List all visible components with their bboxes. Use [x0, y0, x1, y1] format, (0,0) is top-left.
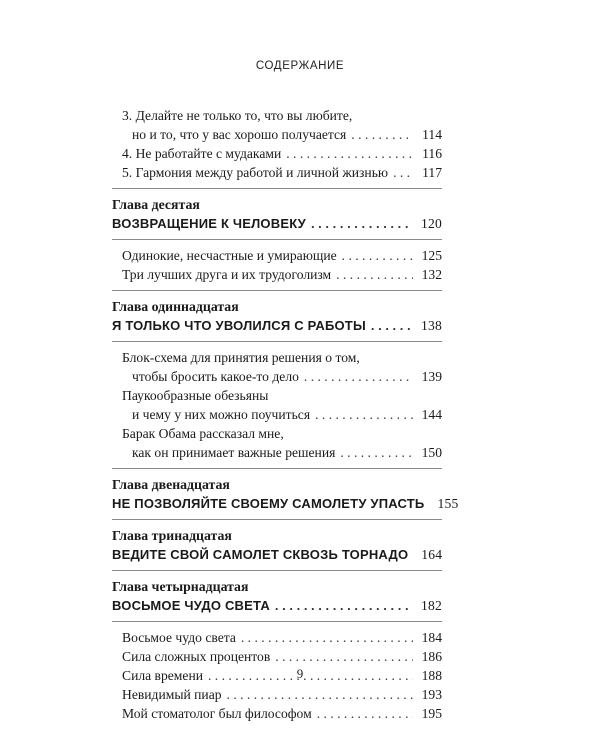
leader-dots — [311, 214, 413, 233]
leader-dots — [304, 367, 413, 386]
chapter-label: Глава двенадцатая — [112, 477, 230, 492]
leader-dots — [227, 685, 413, 704]
toc-entry-text: Невидимый пиар — [122, 687, 222, 702]
intro-section — [112, 106, 442, 182]
chapter-title-entry[interactable] — [112, 596, 442, 615]
toc-entry-text: чтобы бросить какое-то дело — [132, 369, 299, 384]
toc-page-number: 144 — [421, 407, 442, 422]
leader-dots — [342, 246, 413, 265]
toc-entry[interactable] — [112, 246, 442, 265]
chapter-thirteen — [112, 526, 442, 564]
toc-entry-text: Мой стоматолог был философом — [122, 706, 312, 721]
toc-page-number: 164 — [421, 547, 443, 562]
section-divider — [112, 188, 442, 189]
toc-page-number: 139 — [421, 369, 442, 384]
leader-dots — [393, 163, 413, 182]
toc-entry[interactable] — [112, 106, 442, 144]
chapter-title-entry[interactable] — [112, 316, 442, 335]
toc-entry[interactable] — [112, 647, 442, 666]
toc-entry-text: Восьмое чудо света — [122, 630, 236, 645]
section-divider — [112, 239, 442, 240]
toc-page-number: 184 — [421, 630, 442, 645]
leader-dots — [340, 443, 413, 462]
toc-page-number: 155 — [437, 496, 459, 511]
section-divider — [112, 519, 442, 520]
chapter-label: Глава тринадцатая — [112, 528, 232, 543]
toc-entry-text: 5. Гармония между работой и личной жизнью — [122, 165, 389, 180]
toc-page-number: 150 — [421, 445, 442, 460]
toc-entry[interactable] — [112, 163, 442, 182]
toc-page-number: 193 — [421, 687, 442, 702]
toc-entry-text: Сила времени — [122, 668, 203, 683]
toc-entry[interactable] — [112, 685, 442, 704]
chapter-title: ВОСЬМОЕ ЧУДО СВЕТА — [112, 598, 270, 613]
toc-entry-text: Паукообразные обезьяны — [122, 388, 269, 403]
toc-entry-text: Барак Обама рассказал мне, — [122, 426, 284, 441]
toc-entry-text: но и то, что у вас хорошо получается — [132, 127, 347, 142]
toc-page-number: 195 — [421, 706, 442, 721]
toc-entry[interactable] — [112, 348, 442, 386]
chapter-fourteen — [112, 577, 442, 723]
leader-dots — [371, 316, 413, 335]
toc-entry-text: Одинокие, несчастные и умирающие — [122, 248, 337, 263]
section-divider — [112, 341, 442, 342]
toc-page-number: 125 — [421, 248, 442, 263]
page-number: 9 — [296, 666, 304, 681]
page-title: СОДЕРЖАНИЕ — [255, 60, 345, 72]
toc-page-number: 182 — [421, 598, 442, 613]
toc-page-number: 114 — [422, 127, 442, 142]
chapter-twelve — [112, 475, 459, 513]
toc-entry-text: и чему у них можно поучиться — [132, 407, 311, 422]
chapter-title: Я ТОЛЬКО ЧТО УВОЛИЛСЯ С РАБОТЫ — [112, 318, 366, 333]
chapter-title-entry[interactable] — [112, 545, 442, 564]
chapter-title: ВОЗВРАЩЕНИЕ К ЧЕЛОВЕКУ — [112, 216, 306, 231]
chapter-label: Глава одиннадцатая — [112, 299, 239, 314]
section-divider — [112, 468, 442, 469]
chapter-eleven — [112, 297, 442, 462]
chapter-label: Глава десятая — [112, 197, 200, 212]
toc-page-number: 117 — [422, 165, 442, 180]
leader-dots — [336, 265, 413, 284]
toc-entry-text: 3. Делайте не только то, что вы любите, — [122, 108, 353, 123]
leader-dots — [351, 125, 413, 144]
leader-dots — [275, 596, 413, 615]
toc-entry[interactable] — [112, 265, 442, 284]
section-divider — [112, 570, 442, 571]
toc-entry[interactable] — [112, 424, 442, 462]
toc-entry-text: как он принимает важные решения — [132, 445, 336, 460]
toc-page-number: 186 — [421, 649, 442, 664]
toc-page-number: 132 — [421, 267, 442, 282]
section-divider — [112, 621, 442, 622]
toc-entry-text: Блок-схема для принятия решения о том, — [122, 350, 360, 365]
section-divider — [112, 290, 442, 291]
chapter-ten — [112, 195, 442, 284]
toc-entry-text: Сила сложных процентов — [122, 649, 271, 664]
leader-dots — [317, 704, 413, 723]
leader-dots — [286, 144, 413, 163]
toc-page-number: 116 — [422, 146, 442, 161]
toc-entry[interactable] — [112, 704, 442, 723]
toc-entry-text: Три лучших друга и их трудоголизм — [122, 267, 332, 282]
toc-page-number: 188 — [421, 668, 442, 683]
chapter-title: ВЕДИТЕ СВОЙ САМОЛЕТ СКВОЗЬ ТОРНАДО — [112, 547, 409, 562]
toc-entry[interactable] — [112, 144, 442, 163]
chapter-title: НЕ ПОЗВОЛЯЙТЕ СВОЕМУ САМОЛЕТУ УПАСТЬ — [112, 496, 425, 511]
chapter-label: Глава четырнадцатая — [112, 579, 249, 594]
toc-entry[interactable] — [112, 628, 442, 647]
toc-page-number: 138 — [421, 318, 442, 333]
toc-page-number: 120 — [421, 216, 442, 231]
leader-dots — [275, 647, 413, 666]
leader-dots — [241, 628, 413, 647]
table-of-contents — [112, 106, 459, 723]
toc-entry[interactable] — [112, 386, 442, 424]
chapter-title-entry[interactable] — [112, 214, 442, 233]
chapter-title-entry[interactable] — [112, 494, 459, 513]
toc-entry-text: 4. Не работайте с мудаками — [122, 146, 282, 161]
leader-dots — [315, 405, 413, 424]
